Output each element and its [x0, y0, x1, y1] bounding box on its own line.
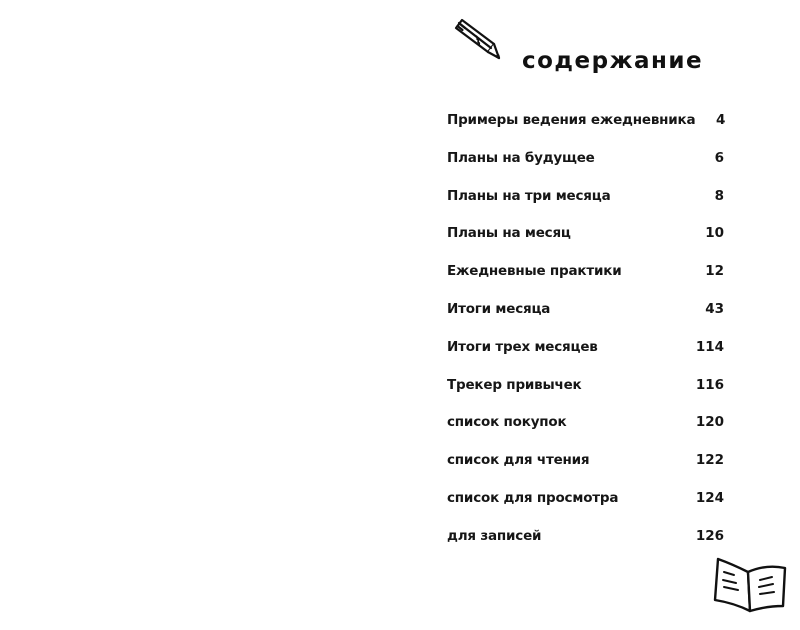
toc-entry: [447, 339, 724, 377]
toc-entry: [447, 150, 724, 188]
toc-entry: [447, 528, 724, 566]
toc-entry-label: Планы на будущее: [447, 149, 595, 166]
toc-entry-label: Итоги месяца: [447, 300, 551, 317]
toc-entry: [447, 301, 724, 339]
table-of-contents: [447, 112, 724, 566]
toc-entry-page: 4: [716, 112, 726, 128]
toc-entry-page: 120: [695, 414, 724, 431]
toc-entry-page: 6: [714, 149, 724, 166]
toc-entry-label: Ежедневные практики: [447, 263, 622, 280]
toc-entry-label: для записей: [447, 527, 542, 544]
toc-entry: [447, 263, 724, 301]
toc-entry-label: список для чтения: [447, 452, 590, 469]
toc-entry: [447, 452, 724, 490]
toc-entry-label: Трекер привычек: [447, 376, 582, 393]
toc-entry-page: 116: [695, 376, 724, 393]
toc-entry-label: Планы на месяц: [447, 225, 571, 242]
toc-entry-page: 8: [714, 187, 724, 204]
toc-entry-label: Примеры ведения ежедневника: [447, 112, 696, 128]
toc-entry: [447, 490, 724, 528]
toc-entry-page: 12: [705, 263, 724, 280]
toc-entry: [447, 377, 724, 415]
toc-entry-label: Планы на три месяца: [447, 187, 611, 204]
toc-entry-label: Итоги трех месяцев: [447, 338, 598, 355]
toc-entry-page: 114: [695, 338, 724, 355]
toc-entry-label: список для просмотра: [447, 489, 619, 506]
toc-entry-label: список покупок: [447, 414, 567, 431]
toc-entry: [447, 414, 724, 452]
pencil-icon: [452, 14, 504, 62]
toc-entry: [447, 225, 724, 263]
toc-entry: [447, 188, 724, 226]
open-book-icon: [712, 556, 788, 614]
toc-entry-page: 122: [695, 452, 724, 469]
toc-entry-page: 43: [705, 300, 724, 317]
page-title: содержание: [522, 48, 704, 74]
toc-entry-page: 124: [695, 489, 724, 506]
toc-entry: [447, 112, 724, 150]
toc-entry-page: 10: [705, 225, 724, 242]
toc-entry-page: 126: [695, 527, 724, 544]
